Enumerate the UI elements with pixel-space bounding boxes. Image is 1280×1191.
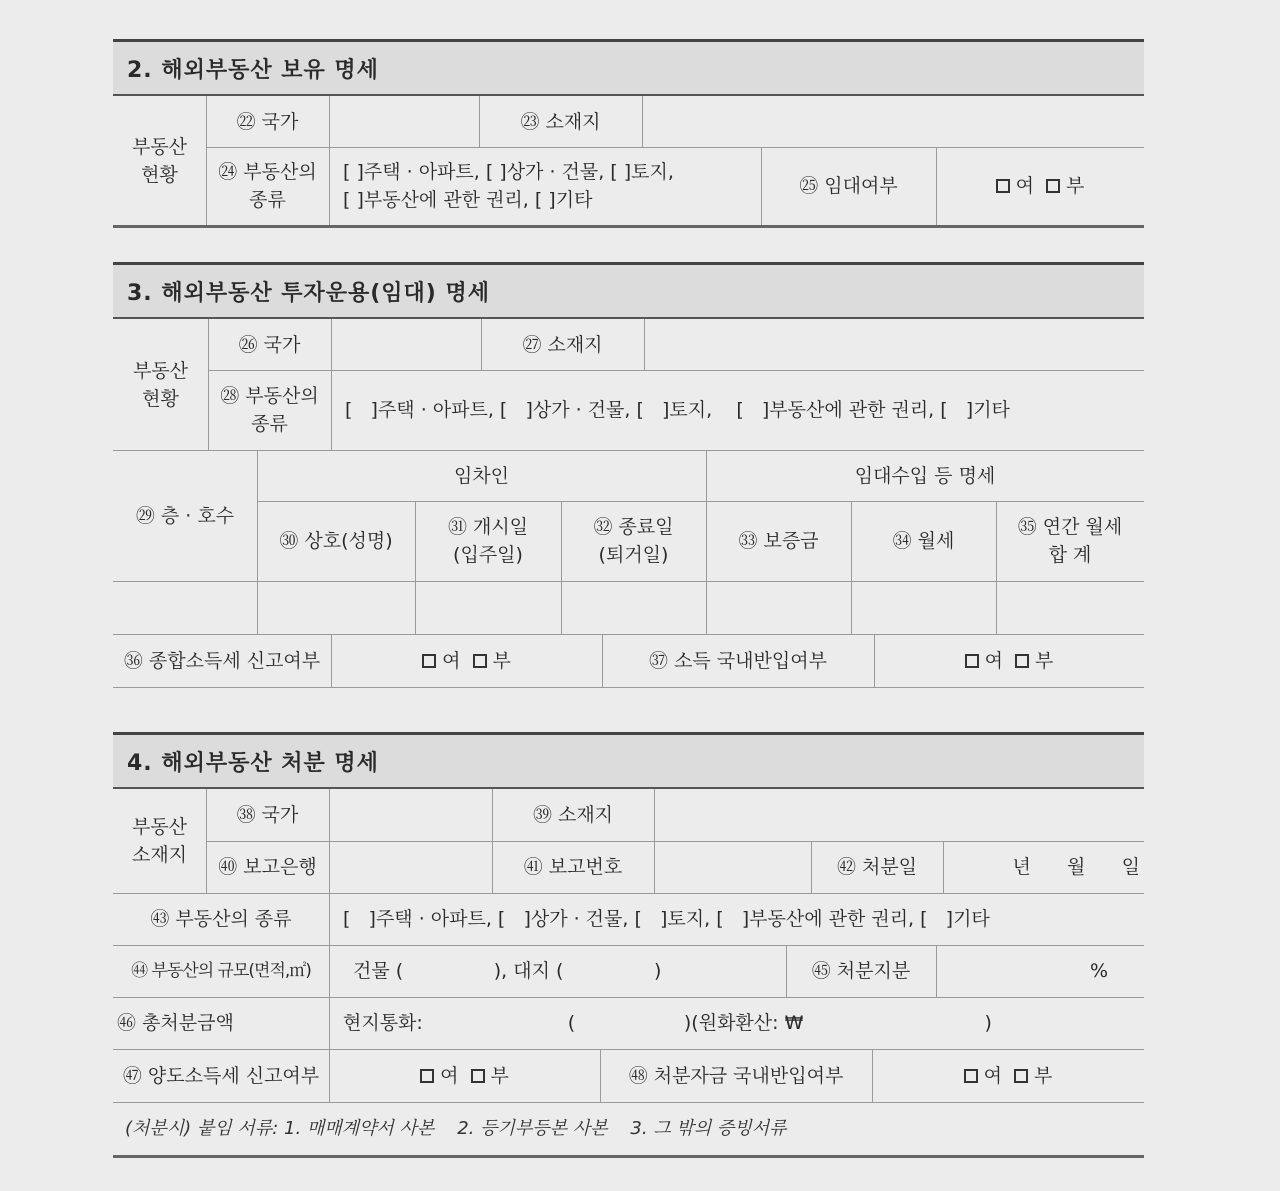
checkbox-icon[interactable]: [422, 654, 436, 668]
s2-type-label: ㉔ 부동산의 종류: [218, 161, 317, 211]
s4-total-label: ㊻ 총처분금액: [117, 1012, 234, 1034]
s3-annual-total-input[interactable]: [996, 581, 1144, 634]
s2-country-input[interactable]: [329, 96, 479, 147]
s4-report-no-input[interactable]: [654, 841, 811, 893]
s2-location-input[interactable]: [642, 96, 1144, 147]
s2-group-label: 부동산 현황: [131, 135, 188, 186]
s3-income-tax-label: ㊱ 종합소득세 신고여부: [123, 649, 321, 672]
s4-transfer-tax-label: ㊼ 양도소득세 신고여부: [122, 1064, 320, 1087]
s3-floor-unit-label: ㉙ 층 · 호수: [135, 505, 235, 527]
s4-proceeds-return-label: ㊽ 처분자금 국내반입여부: [628, 1064, 844, 1087]
s3-annual-total-header: ㉟ 연간 월세 합 계: [1017, 516, 1123, 566]
section-4-title: 4. 해외부동산 처분 명세: [113, 732, 1144, 789]
s4-total-input[interactable]: 현지통화: ( )(원화환산: ₩ ): [343, 1012, 992, 1034]
s3-income-return-label: ㊲ 소득 국내반입여부: [649, 649, 827, 672]
checkbox-icon[interactable]: [473, 654, 487, 668]
checkbox-icon[interactable]: [471, 1069, 485, 1083]
s4-type-options[interactable]: [ ]주택 · 아파트, [ ]상가 · 건물, [ ]토지, [ ]부동산에 관한 권리, [ ]기타: [343, 908, 990, 930]
s3-location-input[interactable]: [644, 319, 1144, 370]
checkbox-icon[interactable]: [1015, 654, 1029, 668]
s2-lease-checkboxes[interactable]: 여 부: [936, 147, 1144, 225]
s4-location-input[interactable]: [654, 789, 1144, 841]
s3-location-label: ㉗ 소재지: [522, 333, 603, 356]
s3-group-label: 부동산 현황: [132, 359, 189, 410]
s3-end-date-header: ㉜ 종료일 (퇴거일): [593, 516, 674, 566]
s4-share-input[interactable]: %: [1089, 960, 1108, 982]
s4-location-label: ㊴ 소재지: [532, 804, 614, 826]
s4-proceeds-return-checkboxes[interactable]: 여 부: [872, 1049, 1144, 1102]
s3-country-input[interactable]: [331, 319, 481, 370]
s3-tenant-header: 임차인: [453, 464, 510, 487]
s3-deposit-header: ㉝ 보증금: [738, 530, 819, 552]
s3-end-date-input[interactable]: [561, 581, 706, 634]
checkbox-icon[interactable]: [996, 179, 1010, 193]
s3-floor-unit-input[interactable]: [113, 581, 257, 634]
s3-income-return-checkboxes[interactable]: 여 부: [874, 634, 1144, 687]
s3-trade-name-input[interactable]: [257, 581, 415, 634]
s2-lease-label: ㉕ 임대여부: [799, 175, 898, 197]
s4-report-bank-input[interactable]: [329, 841, 492, 893]
s3-start-date-input[interactable]: [415, 581, 561, 634]
s4-report-no-label: ㊶ 보고번호: [523, 856, 623, 878]
s2-country-label: ㉒ 국가: [236, 110, 299, 133]
s3-income-tax-checkboxes[interactable]: 여 부: [331, 634, 602, 687]
s4-transfer-tax-checkboxes[interactable]: 여 부: [329, 1049, 600, 1102]
s2-location-label: ㉓ 소재지: [520, 110, 601, 133]
s4-disposal-date-input[interactable]: 년 월 일: [1012, 856, 1140, 878]
s4-scale-label: ㊹ 부동산의 규모(면적,㎡): [131, 961, 311, 981]
s4-country-input[interactable]: [329, 789, 492, 841]
s4-attachments-note: (처분시) 붙임 서류: 1. 매매계약서 사본 2. 등기부등본 사본 3. 그 밖의 증빙서류: [125, 1117, 787, 1139]
s3-monthly-rent-input[interactable]: [851, 581, 996, 634]
s3-deposit-input[interactable]: [706, 581, 851, 634]
checkbox-icon[interactable]: [1046, 179, 1060, 193]
s4-scale-input[interactable]: 건물 ( ), 대지 ( ): [353, 960, 662, 982]
s3-type-options[interactable]: [ ]주택 · 아파트, [ ]상가 · 건물, [ ]토지, [ ]부동산에 관한 권리, [ ]기타: [345, 399, 1010, 421]
s3-country-label: ㉖ 국가: [238, 333, 301, 356]
s2-type-options[interactable]: [ ]주택 · 아파트, [ ]상가 · 건물, [ ]토지, [ ]부동산에 관한 권리, [ ]기타: [343, 161, 674, 211]
s3-type-label: ㉘ 부동산의 종류: [220, 385, 319, 435]
checkbox-icon[interactable]: [420, 1069, 434, 1083]
s4-disposal-date-label: ㊷ 처분일: [836, 856, 918, 878]
s3-income-header: 임대수입 등 명세: [854, 464, 996, 487]
s3-trade-name-header: ㉚ 상호(성명): [279, 530, 393, 552]
checkbox-icon[interactable]: [1014, 1069, 1028, 1083]
checkbox-icon[interactable]: [965, 654, 979, 668]
section-2-title: 2. 해외부동산 보유 명세: [113, 39, 1144, 96]
s4-group-label: 부동산 소재지: [131, 816, 188, 866]
s3-monthly-rent-header: ㉞ 월세: [892, 530, 955, 552]
s4-type-label: ㊸ 부동산의 종류: [150, 908, 292, 930]
s4-report-bank-label: ㊵ 보고은행: [218, 856, 317, 878]
checkbox-icon[interactable]: [964, 1069, 978, 1083]
s3-start-date-header: ㉛ 개시일 (입주일): [447, 516, 529, 566]
s4-share-label: ㊺ 처분지분: [811, 960, 911, 982]
s4-country-label: ㊳ 국가: [236, 804, 299, 826]
section-3-title: 3. 해외부동산 투자운용(임대) 명세: [113, 262, 1144, 319]
